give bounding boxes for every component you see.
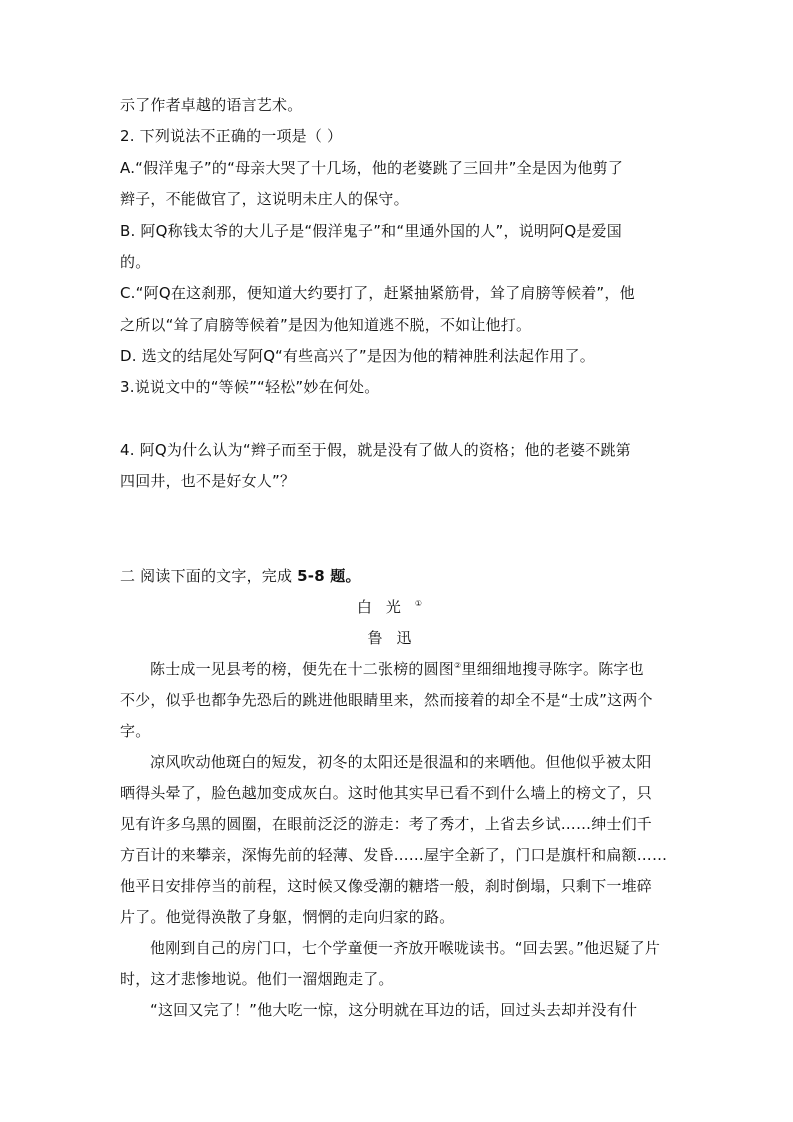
option-b: B. 阿Q称钱太爷的大儿子是“假洋鬼子”和“里通外国的人”，说明阿Q是爱国 — [120, 222, 622, 240]
paragraph-line: 晒得头晕了，脸色越加变成灰白。这时他其实早已看不到什么墙上的榜文了，只 — [120, 784, 653, 802]
paragraph-line: 字。 — [120, 722, 151, 740]
paragraph-line: 见有许多乌黑的圆圈，在眼前泛泛的游走：考了秀才，上省去乡试……绅士们千 — [120, 815, 653, 833]
option-a: A.“假洋鬼子”的“母亲大哭了十几场，他的老婆跳了三回井”全是因为他剪了 — [120, 159, 624, 177]
question-4-cont: 四回井，也不是好女人”？ — [120, 472, 296, 490]
option-b-cont: 的。 — [120, 253, 151, 271]
story-title-text: 白光 — [356, 598, 415, 616]
section-prefix: 二 阅读下面的文字，完成 — [120, 567, 298, 585]
paragraph-line: 不少，似乎也都争先恐后的跳进他眼睛里来，然而接着的却全不是“士成”这两个 — [120, 691, 653, 709]
option-c: C.“阿Q在这刹那，便知道大约要打了，赶紧抽紧筋骨，耸了肩膀等候着”，他 — [120, 284, 635, 302]
footnote-mark: ② — [454, 661, 462, 670]
question-4: 4. 阿Q为什么认为“辫子而至于假，就是没有了做人的资格；他的老婆不跳第 — [120, 441, 631, 459]
section-range: 5-8 题。 — [297, 567, 361, 585]
paragraph-line: 方百计的来攀亲，深悔先前的轻薄、发昏……屋宇全新了，门口是旗杆和扁额…… — [120, 846, 668, 864]
paragraph-line: 时，这才悲惨地说。他们一溜烟跑走了。 — [120, 970, 394, 988]
story-author: 鲁迅 — [367, 629, 426, 647]
paragraph-line: 凉风吹动他斑白的短发，初冬的太阳还是很温和的来晒他。但他似乎被太阳 — [150, 753, 652, 771]
option-c-cont: 之所以“耸了肩膀等候着”是因为他知道逃不脱，不如让他打。 — [120, 316, 532, 334]
title-footnote-mark: ① — [414, 599, 437, 608]
section-heading — [120, 566, 680, 586]
option-d: D. 选文的结尾处写阿Q“有些高兴了”是因为他的精神胜利法起作用了。 — [120, 347, 595, 365]
paragraph-line: 陈士成一见县考的榜，便先在十二张榜的圆图②里细细地搜寻陈字。陈字也 — [150, 660, 644, 678]
paragraph-line: 他刚到自己的房门口，七个学童便一齐放开喉咙读书。“回去罢。”他迟疑了片 — [150, 939, 661, 957]
story-title — [0, 597, 793, 617]
paragraph-line: 片了。他觉得涣散了身躯，惘惘的走向归家的路。 — [120, 908, 455, 926]
question-2: 2. 下列说法不正确的一项是（ ） — [120, 127, 343, 145]
paragraph-line: “这回又完了！”他大吃一惊，这分明就在耳边的话，回过头去却并没有什 — [150, 1001, 638, 1019]
option-a-cont: 辫子，不能做官了，这说明未庄人的保守。 — [120, 190, 409, 208]
text-line: 示了作者卓越的语言艺术。 — [120, 96, 303, 114]
paragraph-line: 他平日安排停当的前程，这时候又像受潮的糖塔一般，刹时倒塌，只剩下一堆碎 — [120, 877, 653, 895]
question-3: 3.说说文中的“等候”“轻松”妙在何处。 — [120, 378, 380, 396]
